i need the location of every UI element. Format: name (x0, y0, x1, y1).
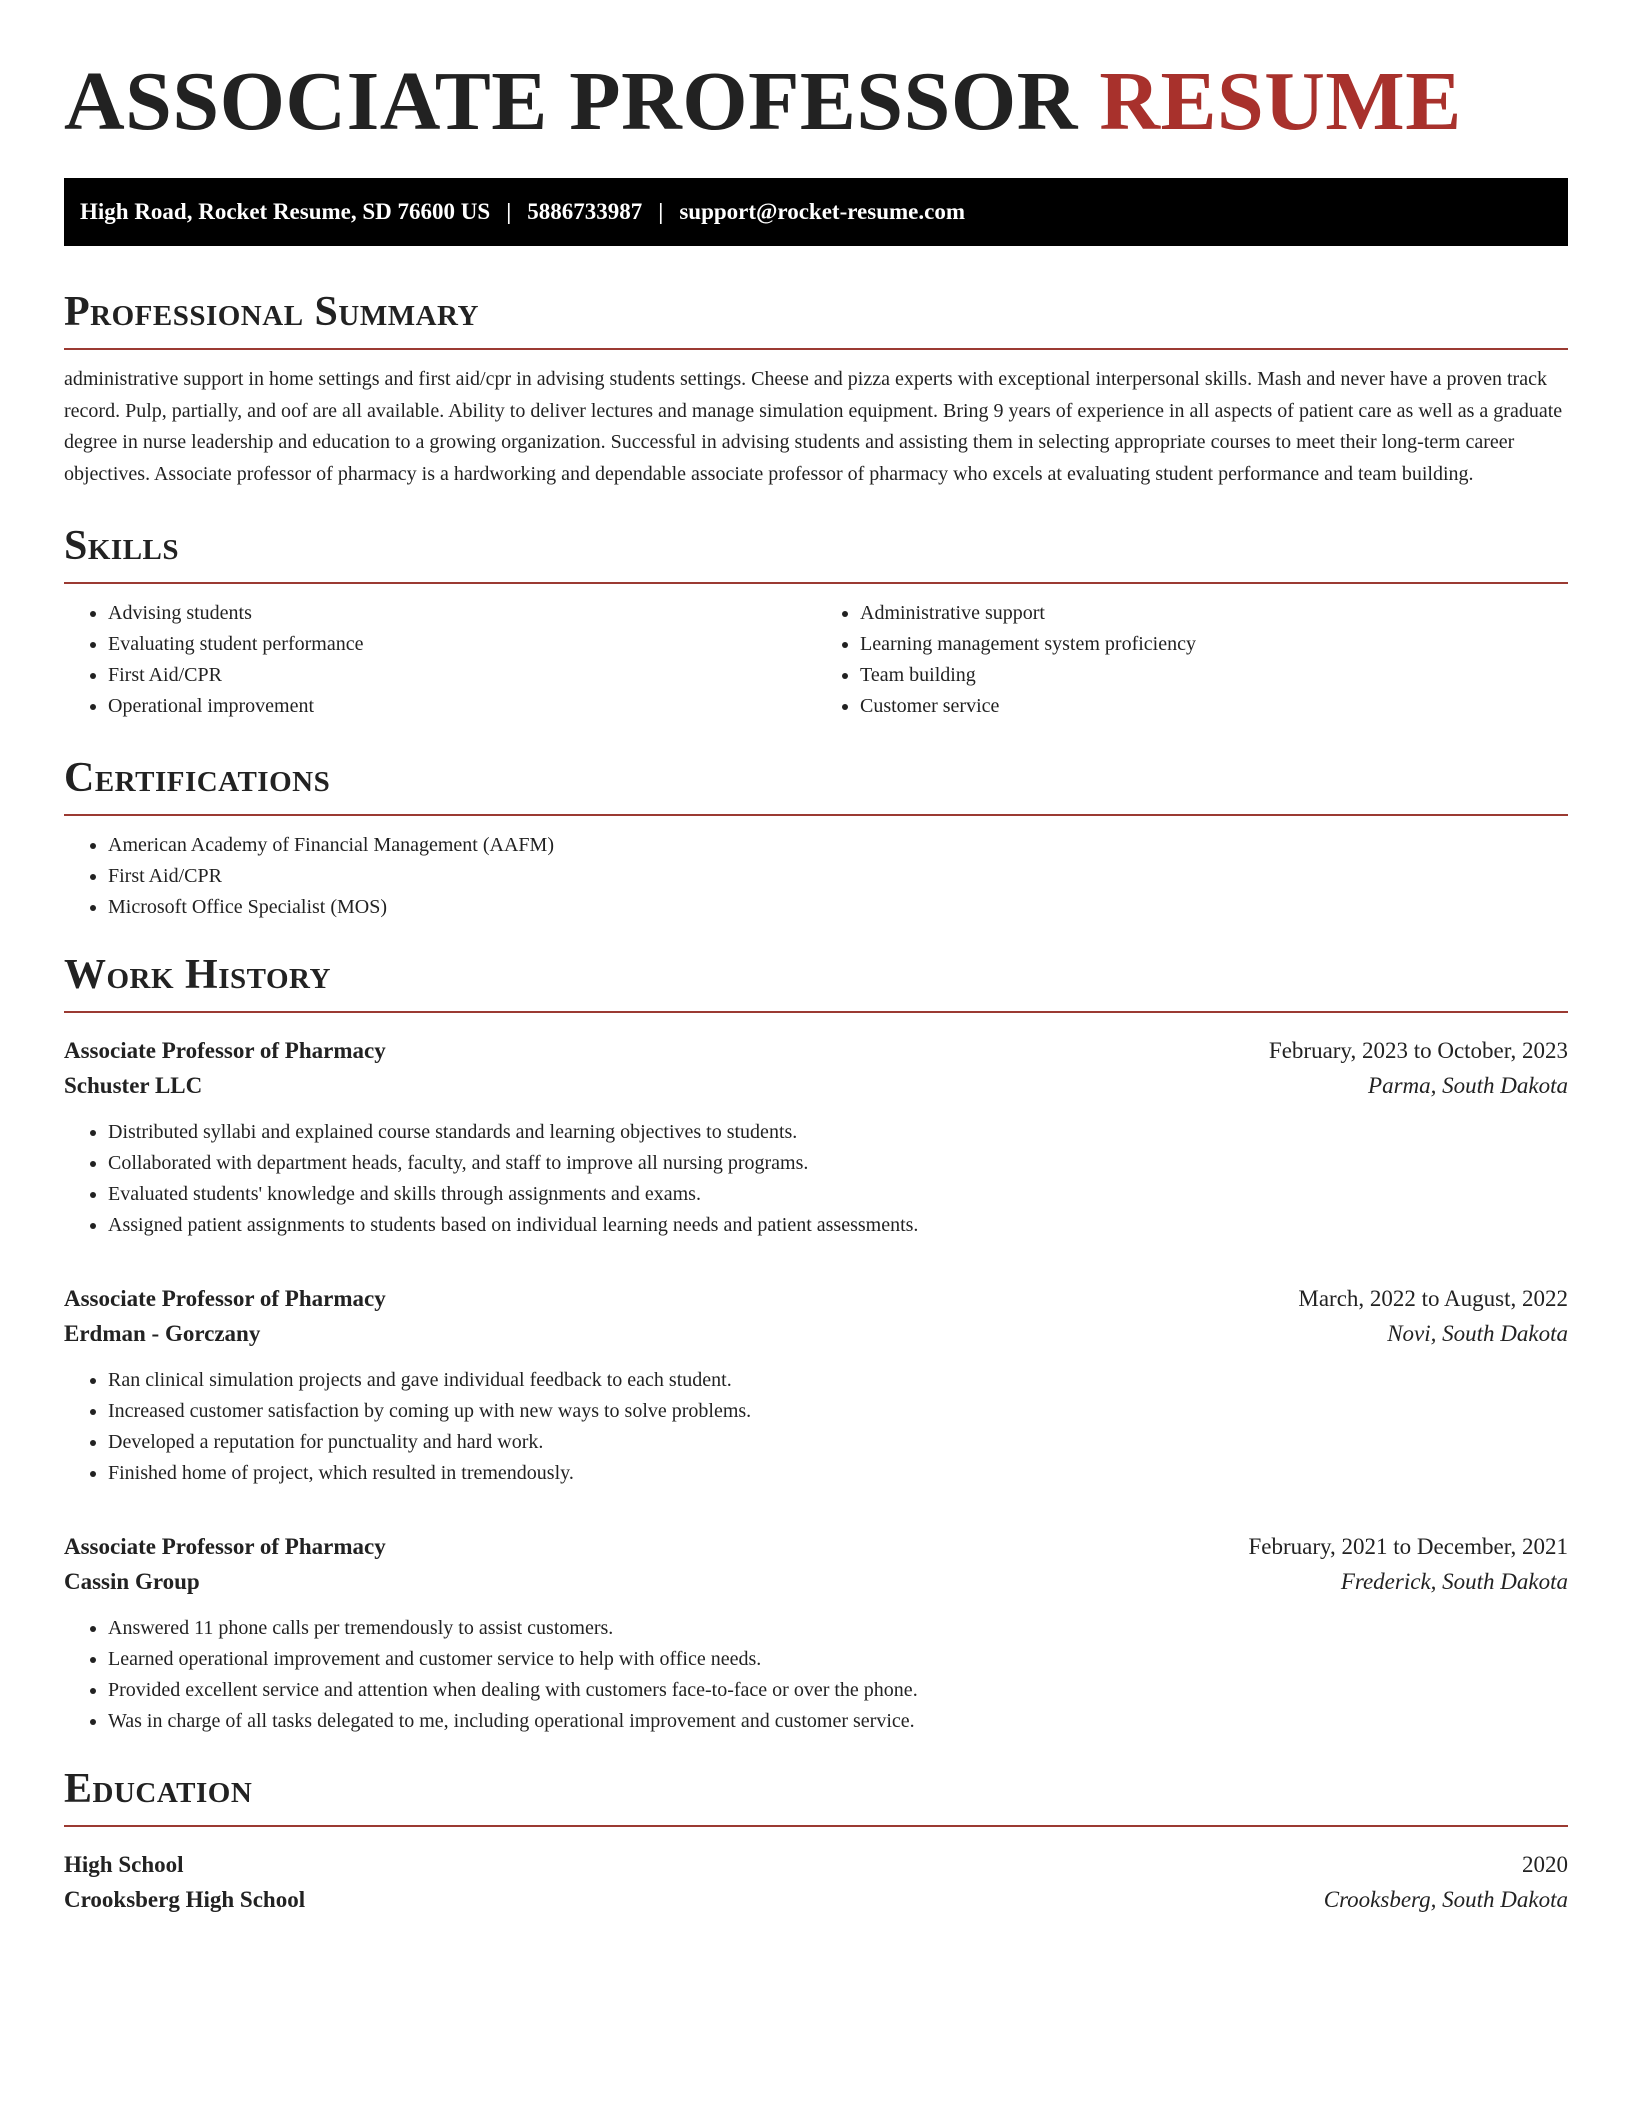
job-company-row (64, 1564, 1568, 1599)
job-entry (64, 1529, 1568, 1737)
job-location: Parma, South Dakota (1368, 1073, 1568, 1098)
job-header-row (64, 1033, 1568, 1068)
job-dates: February, 2023 to October, 2023 (1268, 1038, 1568, 1063)
job-title: Associate Professor of Pharmacy (64, 1038, 386, 1063)
job-duty: • Collaborated with department heads, faculty, and staff to improve all nursing programs. (108, 1148, 1568, 1179)
summary-heading: Professional Summary (64, 286, 1568, 350)
job-location: Frederick, South Dakota (1340, 1569, 1568, 1594)
skill-item: • First Aid/CPR (108, 660, 816, 691)
skills-list-left (64, 598, 816, 722)
contact-phone: 5886733987 (527, 199, 643, 224)
work-history-section (64, 949, 1568, 1737)
job-duty: • Evaluated students' knowledge and skills through assignments and exams. (108, 1179, 1568, 1210)
job-company: Schuster LLC (64, 1073, 203, 1098)
skill-item: • Operational improvement (108, 691, 816, 722)
education-year: 2020 (1522, 1852, 1568, 1877)
job-entry (64, 1281, 1568, 1489)
job-title: Associate Professor of Pharmacy (64, 1286, 386, 1311)
job-company-row (64, 1316, 1568, 1351)
job-duty: • Answered 11 phone calls per tremendously to assist customers. (108, 1613, 1568, 1644)
job-company-row (64, 1068, 1568, 1103)
education-school-row (64, 1882, 1568, 1917)
certification-item: • Microsoft Office Specialist (MOS) (108, 892, 1568, 923)
summary-section (64, 286, 1568, 490)
skills-grid (64, 598, 1568, 722)
education-entry (64, 1847, 1568, 1917)
job-title: Associate Professor of Pharmacy (64, 1534, 386, 1559)
title-main: ASSOCIATE PROFESSOR (64, 55, 1078, 148)
summary-text: administrative support in home settings and first aid/cpr in advising students settings. Cheese and pizza experts with exceptional interpersonal skills. Mash and never have a proven track record. Pulp, partially, and oof are all available. Ability to deliver lectures and manage simulation equipment. Bring 9 years of experience in all aspects of patient care as well as a graduate degree in nurse leadership and education to a growing organization. Successful in advising students and assisting them in selecting appropriate courses to meet their long-term career objectives. Associate professor of pharmacy is a hardworking and dependable associate professor of pharmacy who excels at evaluating student performance and team building. (64, 368, 1563, 485)
skill-item: • Evaluating student performance (108, 629, 816, 660)
education-location: Crooksberg, South Dakota (1323, 1887, 1568, 1912)
contact-address: High Road, Rocket Resume, SD 76600 US (80, 199, 491, 224)
education-section (64, 1763, 1568, 1917)
job-duty: • Assigned patient assignments to students based on individual learning needs and patient assessments. (108, 1210, 1568, 1241)
education-degree-row (64, 1847, 1568, 1882)
job-header-row (64, 1529, 1568, 1564)
job-duty: • Was in charge of all tasks delegated to me, including operational improvement and customer service. (108, 1706, 1568, 1737)
job-company: Cassin Group (64, 1569, 200, 1594)
job-entry (64, 1033, 1568, 1241)
skill-item: • Advising students (108, 598, 816, 629)
job-company: Erdman - Gorczany (64, 1321, 261, 1346)
skills-list-right (816, 598, 1568, 722)
resume-title (64, 0, 1568, 152)
job-location: Novi, South Dakota (1387, 1321, 1568, 1346)
title-accent: RESUME (1099, 55, 1462, 148)
job-header-row (64, 1281, 1568, 1316)
skill-item: • Administrative support (860, 598, 1568, 629)
contact-separator: | (506, 199, 512, 224)
certifications-list (64, 830, 1568, 923)
work-history-heading: Work History (64, 949, 1568, 1013)
job-duty: • Increased customer satisfaction by coming up with new ways to solve problems. (108, 1396, 1568, 1427)
job-duty: • Ran clinical simulation projects and gave individual feedback to each student. (108, 1365, 1568, 1396)
skill-item: • Team building (860, 660, 1568, 691)
skills-heading: Skills (64, 520, 1568, 584)
certification-item: • American Academy of Financial Management (AAFM) (108, 830, 1568, 861)
skill-item: • Learning management system proficiency (860, 629, 1568, 660)
job-duties-list (64, 1365, 1568, 1489)
job-duties-list (64, 1613, 1568, 1737)
education-heading: Education (64, 1763, 1568, 1827)
certifications-section (64, 752, 1568, 923)
contact-separator: | (658, 199, 664, 224)
job-duty: • Developed a reputation for punctuality and hard work. (108, 1427, 1568, 1458)
job-duty: • Finished home of project, which resulted in tremendously. (108, 1458, 1568, 1489)
contact-email: support@rocket-resume.com (679, 199, 965, 224)
job-duties-list (64, 1117, 1568, 1241)
job-duty: • Learned operational improvement and customer service to help with office needs. (108, 1644, 1568, 1675)
skill-item: • Customer service (860, 691, 1568, 722)
skills-section (64, 520, 1568, 722)
job-duty: • Provided excellent service and attention when dealing with customers face-to-face or over the phone. (108, 1675, 1568, 1706)
job-duty: • Distributed syllabi and explained course standards and learning objectives to students. (108, 1117, 1568, 1148)
certifications-heading: Certifications (64, 752, 1568, 816)
contact-bar (64, 178, 1568, 246)
job-dates: March, 2022 to August, 2022 (1298, 1286, 1568, 1311)
job-dates: February, 2021 to December, 2021 (1248, 1534, 1568, 1559)
education-school: Crooksberg High School (64, 1887, 306, 1912)
education-degree: High School (64, 1852, 184, 1877)
certification-item: • First Aid/CPR (108, 861, 1568, 892)
